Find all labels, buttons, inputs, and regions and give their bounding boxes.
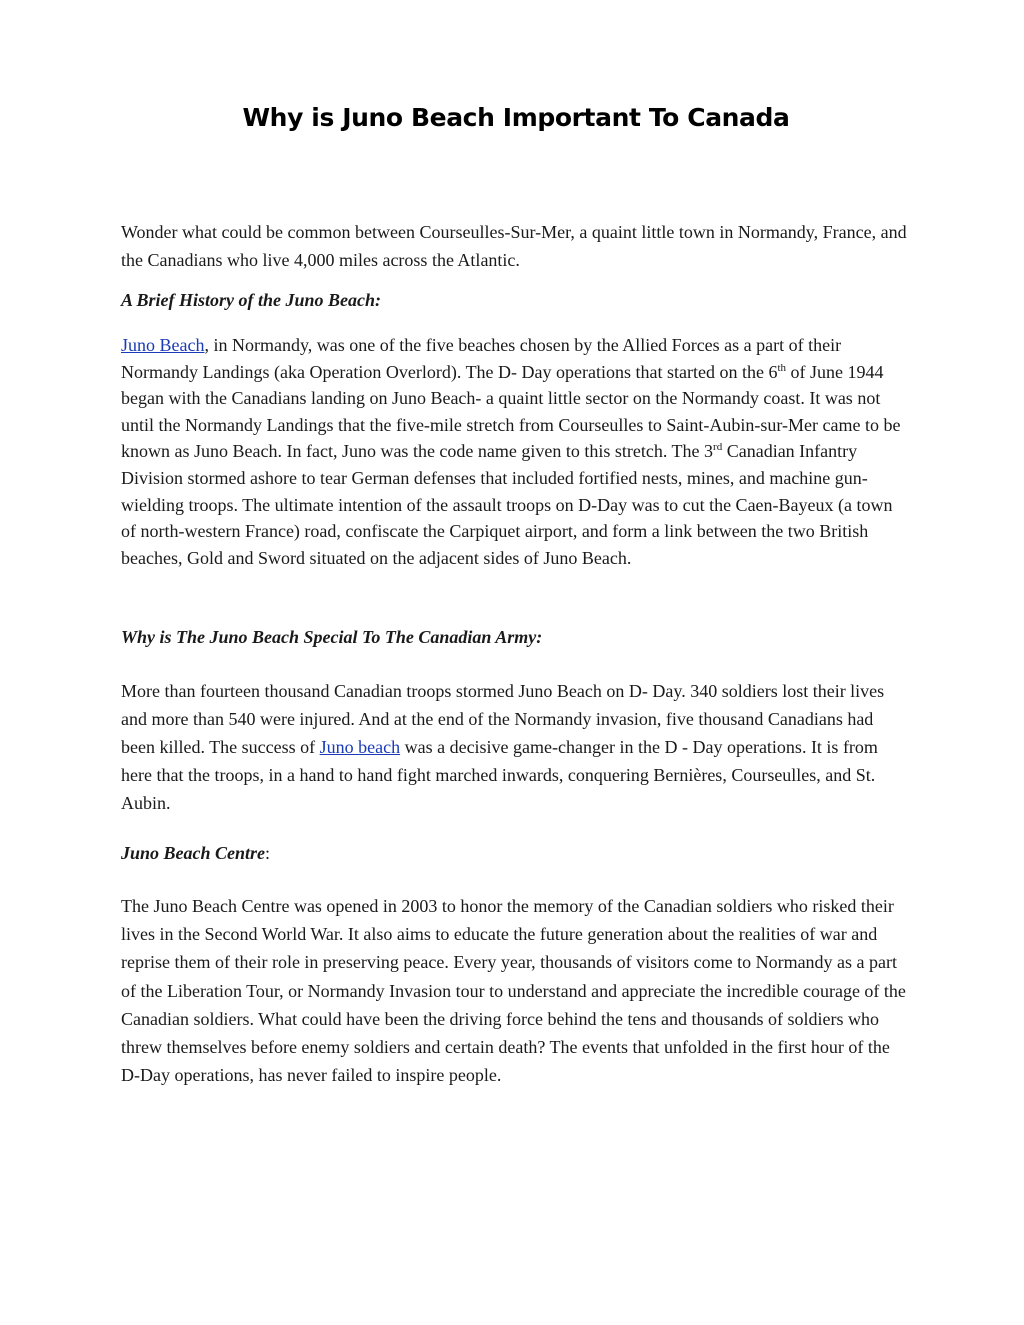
history-text-part-1: , in Normandy, was one of the five beaches chosen by the Allied Forces as a part of their Normandy Landings (aka Operation Overlord). The D- Day operations that started on the 6	[121, 335, 842, 382]
centre-paragraph: The Juno Beach Centre was opened in 2003 to honor the memory of the Canadian soldiers who risked their lives in the Second World War. It also aims to educate the future generation about the realities of war and reprise them of their role in preserving peace. Every year, thousands of visitors come to Normandy as a part of the Liberation Tour, or Normandy Invasion tour to understand and appreciate the incredible courage of the Canadian soldiers. What could have been the driving force behind the tens and thousands of soldiers who threw themselves before enemy soldiers and certain death? The events that unfolded in the first hour of the D-Day operations, has never failed to inspire people.	[121, 896, 906, 1086]
section-heading-special: Why is The Juno Beach Special To The Canadian Army:	[121, 627, 543, 647]
juno-beach-link[interactable]: Juno Beach	[121, 335, 205, 355]
special-text-part-2: was a decisive game-changer in the D - Day operations. It is from here that the troops, in a hand to hand fight marched inwards, conquering Bernières, Courseulles, and St. Aubin.	[121, 737, 878, 814]
section-heading-history: A Brief History of the Juno Beach:	[121, 290, 382, 310]
history-text-part-2: of June 1944 began with the Canadians landing on Juno Beach- a quaint little sector on the Normandy coast. It was not until the Normandy Landings that the five-mile stretch from Courseulles to Saint-Aubin-sur-Mer came to be known as Juno Beach. In fact, Juno was the code name given to this stretch. The 3	[121, 361, 901, 462]
history-text-part-3: Canadian Infantry Division stormed ashore to tear German defenses that included fortified nests, mines, and machine gun-wielding troops. The ultimate intention of the assault troops on D-Day was to cut the Caen-Bayeux (a town of north-western France) road, confiscate the Carpiquet airport, and form a link between the two British beaches, Gold and Sword situated on the adjacent sides of Juno Beach.	[121, 441, 893, 568]
ordinal-suffix-th: th	[777, 361, 787, 374]
juno-beach-link-2[interactable]: Juno beach	[319, 737, 401, 758]
special-text-part-1: More than fourteen thousand Canadian troops stormed Juno Beach on D- Day. 340 soldiers lost their lives and more than 540 were injured. And at the end of the Normandy invasion, five thousand Canadians had been killed. The success of	[121, 681, 885, 758]
centre-heading-text: Juno Beach Centre	[121, 843, 266, 863]
intro-paragraph: Wonder what could be common between Courseulles-Sur-Mer, a quaint little town in Normandy, France, and the Canadians who live 4,000 miles across the Atlantic.	[121, 222, 907, 270]
ordinal-suffix-rd: rd	[713, 441, 723, 454]
section-heading-centre	[121, 843, 270, 864]
history-paragraph	[121, 332, 911, 571]
page-title: Why is Juno Beach Important To Canada	[242, 103, 790, 132]
centre-heading-colon: :	[265, 843, 271, 863]
special-paragraph	[121, 677, 911, 817]
